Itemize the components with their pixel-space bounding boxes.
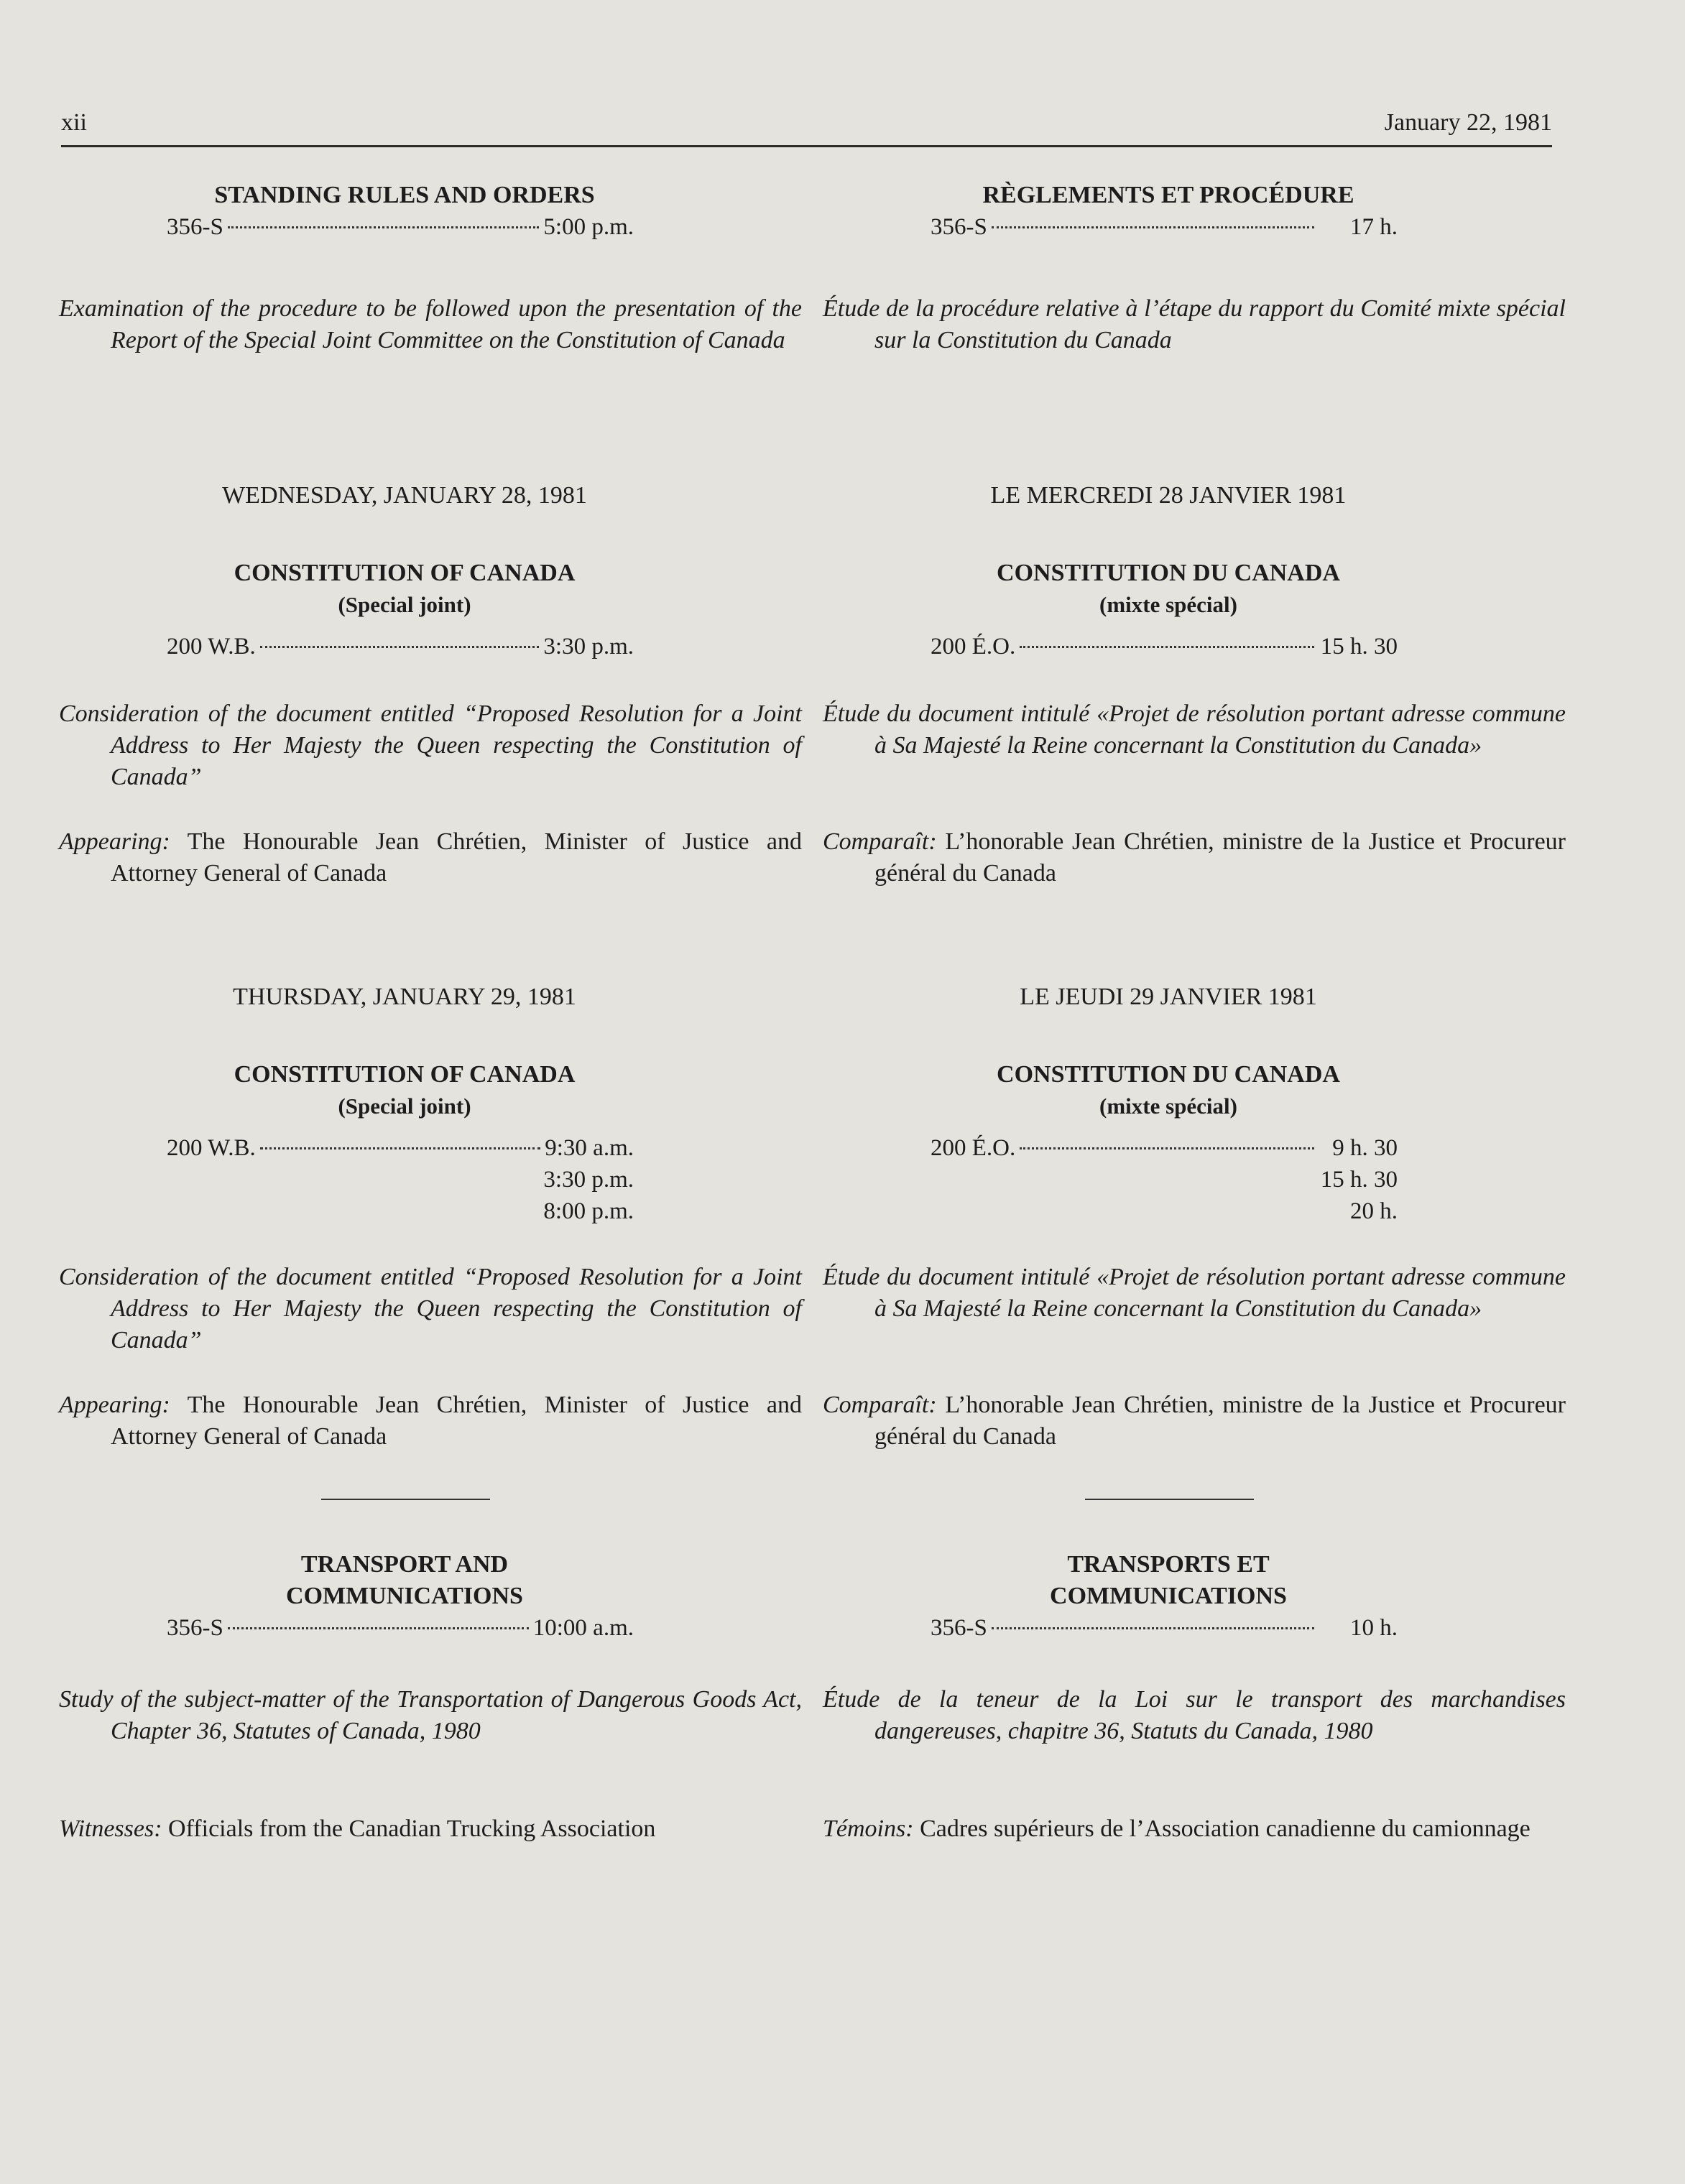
time: 8:00 p.m. — [543, 1198, 634, 1224]
schedule-row — [167, 211, 634, 243]
witnesses-text: Cadres supérieurs de l’Association canadienne du camionnage — [920, 1815, 1531, 1842]
schedule-block — [59, 1132, 750, 1227]
section-title-line: COMMUNICATIONS — [286, 1583, 523, 1609]
appearing-text: L’honorable Jean Chrétien, ministre de la Justice et Procureur général du Canada — [874, 828, 1566, 887]
section-separator — [321, 1499, 490, 1500]
transport-section — [59, 1549, 750, 1644]
schedule-row — [167, 1612, 634, 1644]
committee-title: CONSTITUTION DU CANADA — [997, 1061, 1340, 1088]
time: 15 h. 30 — [1320, 634, 1398, 660]
committee-type: (Special joint) — [338, 592, 471, 617]
time: 9:30 a.m. — [545, 1135, 634, 1161]
schedule-row — [167, 631, 634, 662]
header-rule — [61, 145, 1552, 147]
committee-type: (Special joint) — [338, 1093, 471, 1119]
appearing — [59, 1389, 802, 1453]
schedule-row — [931, 1132, 1398, 1164]
header-date: January 22, 1981 — [1384, 109, 1552, 136]
leader-dots — [228, 226, 540, 228]
committee-type: (mixte spécial) — [1099, 592, 1237, 617]
leader-dots — [1020, 646, 1314, 648]
room: 356-S — [167, 214, 223, 240]
room: 356-S — [931, 214, 987, 240]
page-number: xii — [61, 109, 87, 136]
committee-block — [823, 1059, 1514, 1122]
time: 3:30 p.m. — [543, 634, 634, 660]
description: Étude du document intitulé «Projet de résolution portant adresse commune à Sa Majesté la Reine concernant la Constitution du Canada» — [823, 700, 1566, 759]
committee-type: (mixte spécial) — [1099, 1093, 1237, 1119]
appearing-text: The Honourable Jean Chrétien, Minister of Justice and Attorney General of Canada — [111, 1392, 803, 1450]
description: Consideration of the document entitled “Proposed Resolution for a Joint Address to Her Majesty the Queen respecting the Constitution of Canada” — [59, 700, 802, 790]
time: 20 h. — [1350, 1198, 1398, 1224]
appearing — [59, 826, 802, 889]
leader-dots — [1020, 1147, 1314, 1149]
room: 356-S — [931, 1615, 987, 1641]
schedule-block — [59, 631, 750, 662]
room: 200 É.O. — [931, 1135, 1016, 1161]
witnesses — [59, 1813, 802, 1845]
standing-section — [59, 180, 750, 243]
appearing-label: Comparaît: — [823, 828, 937, 855]
day-heading: THURSDAY, JANUARY 29, 1981 — [233, 984, 576, 1010]
appearing-text: The Honourable Jean Chrétien, Minister of Justice and Attorney General of Canada — [111, 828, 803, 887]
committee-title: CONSTITUTION OF CANADA — [234, 1061, 576, 1088]
witnesses — [823, 1813, 1566, 1845]
page-header — [61, 109, 1552, 144]
leader-dots — [260, 1147, 540, 1149]
description: Étude de la procédure relative à l’étape du rapport du Comité mixte spécial sur la Constitution du Canada — [823, 295, 1566, 353]
section-title-line: TRANSPORT AND — [300, 1551, 509, 1578]
section-title: STANDING RULES AND ORDERS — [214, 182, 595, 208]
room: 356-S — [167, 1615, 223, 1641]
description: Étude du document intitulé «Projet de résolution portant adresse commune à Sa Majesté la Reine concernant la Constitution du Canada» — [823, 1264, 1566, 1322]
appearing-text: L’honorable Jean Chrétien, ministre de la Justice et Procureur général du Canada — [874, 1392, 1566, 1450]
standing-section — [823, 180, 1514, 243]
appearing-label: Appearing: — [59, 828, 170, 855]
room: 200 É.O. — [931, 634, 1016, 660]
time: 9 h. 30 — [1332, 1135, 1398, 1161]
description: Étude de la teneur de la Loi sur le transport des marchandises dangereuses, chapitre 36, Statuts du Canada, 1980 — [823, 1686, 1566, 1744]
leader-dots — [992, 1627, 1314, 1629]
appearing — [823, 826, 1566, 889]
description: Examination of the procedure to be followed upon the presentation of the Report of the Special Joint Committee on the Constitution of Canada — [59, 295, 802, 353]
time: 3:30 p.m. — [543, 1167, 634, 1193]
leader-dots — [228, 1627, 529, 1629]
day-heading: LE MERCREDI 28 JANVIER 1981 — [990, 482, 1347, 509]
room: 200 W.B. — [167, 634, 256, 660]
section-title-line: TRANSPORTS ET — [1067, 1551, 1270, 1578]
committee-block — [59, 557, 750, 621]
appearing-label: Appearing: — [59, 1392, 170, 1418]
description: Study of the subject-matter of the Transportation of Dangerous Goods Act, Chapter 36, Statutes of Canada, 1980 — [59, 1686, 802, 1744]
schedule-row — [167, 1132, 634, 1164]
schedule-block — [823, 1132, 1514, 1227]
schedule-block — [823, 631, 1514, 662]
appearing-label: Comparaît: — [823, 1392, 937, 1418]
time: 10:00 a.m. — [532, 1615, 634, 1641]
day-heading: LE JEUDI 29 JANVIER 1981 — [1020, 984, 1317, 1010]
leader-dots — [992, 226, 1314, 228]
section-title: RÈGLEMENTS ET PROCÉDURE — [982, 182, 1354, 208]
committee-title: CONSTITUTION OF CANADA — [234, 560, 576, 586]
section-title-line: COMMUNICATIONS — [1050, 1583, 1287, 1609]
time: 5:00 p.m. — [543, 214, 634, 240]
witnesses-label: Witnesses: — [59, 1815, 162, 1842]
schedule-row — [931, 211, 1398, 243]
schedule-row — [931, 631, 1398, 662]
time: 10 h. — [1350, 1615, 1398, 1641]
room: 200 W.B. — [167, 1135, 256, 1161]
leader-dots — [260, 646, 540, 648]
day-heading: WEDNESDAY, JANUARY 28, 1981 — [222, 482, 587, 509]
witnesses-label: Témoins: — [823, 1815, 914, 1842]
committee-block — [59, 1059, 750, 1122]
time: 17 h. — [1350, 214, 1398, 240]
schedule-row — [931, 1612, 1398, 1644]
witnesses-text: Officials from the Canadian Trucking Association — [168, 1815, 656, 1842]
committee-block — [823, 557, 1514, 621]
transport-section — [823, 1549, 1514, 1644]
description: Consideration of the document entitled “Proposed Resolution for a Joint Address to Her Majesty the Queen respecting the Constitution of Canada” — [59, 1264, 802, 1354]
appearing — [823, 1389, 1566, 1453]
committee-title: CONSTITUTION DU CANADA — [997, 560, 1340, 586]
section-separator — [1085, 1499, 1254, 1500]
time: 15 h. 30 — [1320, 1167, 1398, 1193]
